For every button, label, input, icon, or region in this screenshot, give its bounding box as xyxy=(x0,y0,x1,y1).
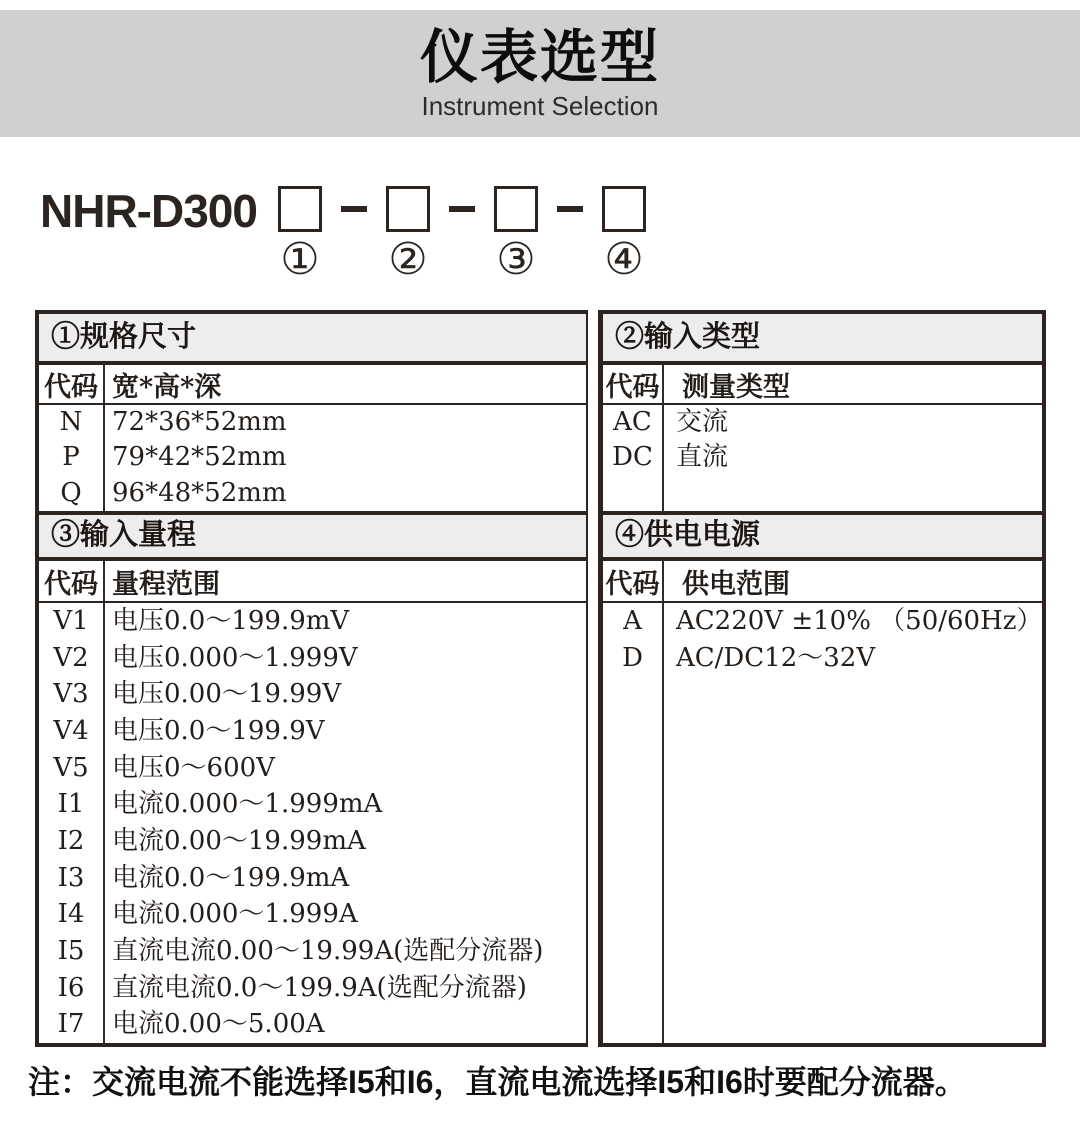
dash-separator xyxy=(557,206,583,212)
model-slot-4 xyxy=(601,186,647,285)
size-values xyxy=(105,405,586,511)
input-type-codes xyxy=(603,405,664,511)
section-header-range: ③输入量程 xyxy=(39,511,586,561)
table-cell-code: AC xyxy=(613,407,652,437)
code-column-header: 代码 xyxy=(603,365,664,403)
model-slot-box-3 xyxy=(494,186,538,232)
table-cell-code: V3 xyxy=(53,679,89,710)
model-slot-box-4 xyxy=(602,186,646,232)
table-cell-value: 79*42*52mm xyxy=(112,442,287,473)
table-cell-value: 电流0.000～1.999A xyxy=(112,899,358,930)
model-slot-number-3: ③ xyxy=(496,234,536,285)
dash-separator xyxy=(449,206,475,212)
section-header-input-type: ②输入类型 xyxy=(603,314,1042,365)
power-codes xyxy=(603,603,664,1043)
model-slot-1 xyxy=(277,186,323,285)
model-slot-number-1: ① xyxy=(280,234,320,285)
range-values xyxy=(105,603,586,1043)
value-column-header: 供电范围 xyxy=(682,568,790,600)
value-column-header: 宽*高*深 xyxy=(112,371,222,403)
table-cell-code: V4 xyxy=(53,715,89,746)
section-header-power: ④供电电源 xyxy=(603,511,1042,561)
power-values xyxy=(664,603,1042,1043)
value-column-header: 测量类型 xyxy=(682,371,790,403)
code-column-header: 代码 xyxy=(39,561,105,601)
model-slot-2 xyxy=(385,186,431,285)
table-cell-value: 直流电流0.0～199.9A(选配分流器) xyxy=(112,972,527,1003)
range-data-block xyxy=(39,603,586,1043)
column-header-row xyxy=(603,561,1042,603)
table-cell-code: V1 xyxy=(53,606,89,636)
table-cell-value: AC220V ±10% （50/60Hz） xyxy=(676,606,1043,636)
table-cell-value: 直流电流0.00～19.99A(选配分流器) xyxy=(112,935,544,966)
table-cell-value: 电压0.000～1.999V xyxy=(112,642,358,673)
code-column-header: 代码 xyxy=(603,561,664,601)
table-left-half xyxy=(35,310,588,1047)
table-cell-code: A xyxy=(623,606,642,636)
code-column-header: 代码 xyxy=(39,365,105,403)
table-cell-value: 96*48*52mm xyxy=(112,477,287,508)
power-data-block xyxy=(603,603,1042,1043)
table-cell-code: V2 xyxy=(53,642,89,673)
table-cell-value: AC/DC12～32V xyxy=(676,642,876,673)
table-cell-value: 72*36*52mm xyxy=(112,407,287,437)
table-cell-value: 直流 xyxy=(676,442,729,473)
page-subtitle: Instrument Selection xyxy=(421,90,659,121)
table-cell-value: 电压0.0～199.9V xyxy=(112,715,325,746)
table-cell-value: 电流0.00～19.99mA xyxy=(112,825,366,856)
page-title: 仪表选型 xyxy=(419,24,660,90)
table-cell-code: Q xyxy=(60,477,82,508)
table-cell-code: I3 xyxy=(57,862,85,893)
table-cell-code: D xyxy=(622,642,643,673)
table-cell-code: I1 xyxy=(57,789,85,820)
selection-table xyxy=(35,310,1046,1047)
section-header-size: ①规格尺寸 xyxy=(39,314,586,365)
model-slot-3 xyxy=(493,186,539,285)
table-cell-value: 电压0.00～19.99V xyxy=(112,679,342,710)
table-right-half xyxy=(598,310,1046,1047)
table-cell-code: I5 xyxy=(57,935,85,966)
table-cell-value: 电流0.0～199.9mA xyxy=(112,862,350,893)
model-slot-number-4: ④ xyxy=(604,234,644,285)
table-cell-code: V5 xyxy=(53,752,89,783)
table-cell-code: I2 xyxy=(57,825,85,856)
input-type-values xyxy=(664,405,1042,511)
column-header-row xyxy=(603,365,1042,405)
footnote: 注：交流电流不能选择I5和I6，直流电流选择I5和I6时要配分流器。 xyxy=(28,1064,967,1100)
size-data-block xyxy=(39,405,586,511)
table-cell-value: 电压0～600V xyxy=(112,752,275,783)
table-cell-code: I6 xyxy=(57,972,85,1003)
value-column-header: 量程范围 xyxy=(112,568,220,600)
model-slot-number-2: ② xyxy=(388,234,428,285)
size-codes xyxy=(39,405,105,511)
model-slot-box-1 xyxy=(278,186,322,232)
model-code-diagram xyxy=(40,185,647,285)
table-cell-code: DC xyxy=(612,442,653,473)
table-cell-code: I4 xyxy=(57,899,85,930)
column-header-row xyxy=(39,365,586,405)
table-cell-value: 电流0.00～5.00A xyxy=(112,1009,325,1040)
input-type-data-block xyxy=(603,405,1042,511)
table-cell-value: 电流0.000～1.999mA xyxy=(112,789,383,820)
model-prefix: NHR-D300 xyxy=(40,185,257,237)
table-cell-value: 电压0.0～199.9mV xyxy=(112,606,350,636)
column-header-row xyxy=(39,561,586,603)
page-banner xyxy=(0,10,1080,137)
table-cell-code: I7 xyxy=(57,1009,85,1040)
model-slot-box-2 xyxy=(386,186,430,232)
table-cell-value: 交流 xyxy=(676,407,729,437)
dash-separator xyxy=(341,206,367,212)
table-cell-code: P xyxy=(62,442,80,473)
table-cell-code: N xyxy=(59,407,83,437)
range-codes xyxy=(39,603,105,1043)
